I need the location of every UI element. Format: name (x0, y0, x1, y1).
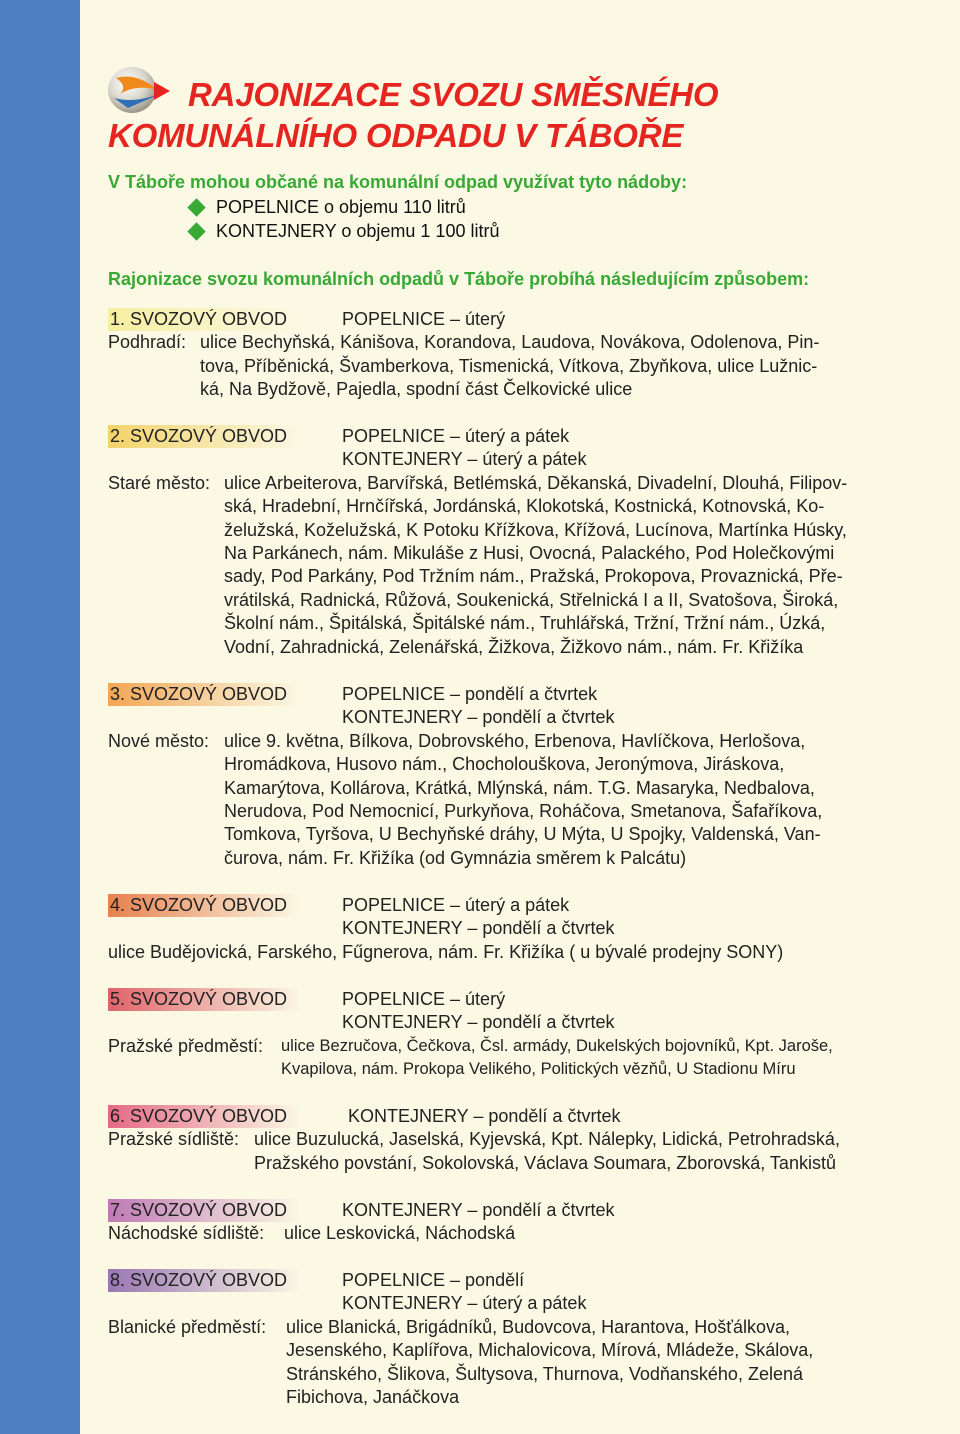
street-line: Pražského povstání, Sokolovská, Václava Soumara, Zborovská, Tankistů (254, 1152, 836, 1173)
title-line-1: RAJONIZACE SVOZU SMĚSNÉHO (188, 76, 719, 113)
area-name: Náchodské sídliště: (108, 1223, 265, 1244)
schedule-line: KONTEJNERY – pondělí a čtvrtek (342, 1200, 615, 1220)
street-line: Kamarýtova, Kollárova, Krátká, Mlýnská, nám. T.G. Masaryka, Nedbalova, (224, 777, 815, 798)
bin-label: POPELNICE o objemu 110 litrů (216, 197, 466, 217)
area-name: Nové město: (108, 730, 210, 751)
schedule-line: KONTEJNERY – pondělí a čtvrtek (342, 707, 615, 728)
street-line: Hromádkova, Husovo nám., Chocholouškova, Jeronýmova, Jiráskova, (224, 754, 785, 775)
street-line: vrátilská, Radnická, Růžová, Soukenická, Střelnická I a II, Svatošova, Široká, (224, 589, 839, 610)
district-2 (108, 425, 888, 659)
bin-label: KONTEJNERY o objemu 1 100 litrů (216, 221, 500, 241)
street-line: ulice Buzulucká, Jaselská, Kyjevská, Kpt. Nálepky, Lidická, Petrohradská, (254, 1129, 840, 1150)
street-line: Na Parkánech, nám. Mikuláše z Husi, Ovocná, Palackého, Pod Holečkovými (224, 543, 835, 564)
district-5 (108, 988, 888, 1082)
district-4 (108, 894, 888, 964)
district-3 (108, 683, 888, 870)
street-line: ulice Budějovická, Farského, Fűgnerova, nám. Fr. Křižíka ( u bývalé prodejny SONY) (108, 941, 784, 962)
street-list (108, 941, 888, 964)
street-list (108, 472, 888, 659)
street-line: ulice Blanická, Brigádníků, Budovcova, Harantova, Hošťálkova, (286, 1316, 791, 1337)
street-line: Kvapilova, nám. Prokopa Velikého, Politických vězňů, U Stadionu Míru (281, 1060, 796, 1079)
schedule-line: POPELNICE – úterý a pátek (342, 895, 570, 915)
street-list (108, 1316, 888, 1410)
district-label: 2. SVOZOVÝ OBVOD (108, 425, 300, 448)
district-label: 4. SVOZOVÝ OBVOD (108, 894, 300, 917)
area-name: Staré město: (108, 472, 211, 493)
schedule-line: POPELNICE – pondělí a čtvrtek (342, 684, 598, 704)
street-line: želužská, Koželužská, K Potoku Křížkova, Křížová, Lucínova, Martínka Húsky, (224, 519, 847, 540)
street-line: Tomkova, Tyršova, U Bechyňské dráhy, U Mýta, U Spojky, Valdenská, Van- (224, 824, 821, 845)
area-name: Pražské předměstí: (108, 1035, 264, 1056)
street-list (108, 1222, 888, 1245)
street-line: tova, Příběnická, Švamberkova, Tismenická, Vítkova, Zbyňkova, ulice Lužnic- (200, 355, 818, 376)
district-1 (108, 308, 888, 402)
district-label: 3. SVOZOVÝ OBVOD (108, 683, 300, 706)
schedule-line: KONTEJNERY – úterý a pátek (342, 1293, 587, 1314)
street-line: sady, Pod Parkány, Pod Tržním nám., Pražská, Prokopova, Provaznická, Pře- (224, 566, 843, 587)
street-line: ká, Na Bydžově, Pajedla, spodní část Čelkovické ulice (200, 379, 633, 400)
schedule-line: KONTEJNERY – úterý a pátek (342, 449, 587, 470)
district-label: 8. SVOZOVÝ OBVOD (108, 1269, 300, 1292)
district-label: 7. SVOZOVÝ OBVOD (108, 1199, 300, 1222)
street-list (108, 730, 888, 870)
street-list (108, 1128, 888, 1175)
district-6 (108, 1105, 888, 1175)
district-8 (108, 1269, 888, 1409)
street-line: ulice 9. května, Bílkova, Dobrovského, Erbenova, Havlíčkova, Herlošova, (224, 730, 806, 751)
area-name: Pražské sídliště: (108, 1129, 240, 1150)
intro-text: V Táboře mohou občané na komunální odpad využívat tyto nádoby: (108, 172, 688, 192)
schedule-line: POPELNICE – úterý a pátek (342, 426, 570, 446)
page-title (108, 74, 718, 156)
schedule-line: KONTEJNERY – pondělí a čtvrtek (342, 918, 615, 939)
street-line: Nerudova, Pod Nemocnicí, Purkyňova, Roháčova, Smetanova, Šafaříkova, (224, 801, 823, 822)
method-text: Rajonizace svozu komunálních odpadů v Táboře probíhá následujícím způsobem: (108, 269, 810, 289)
street-line: ulice Arbeiterova, Barvířská, Betlémská, Děkanská, Divadelní, Dlouhá, Filipov- (224, 472, 848, 493)
street-line: ulice Leskovická, Náchodská (284, 1223, 516, 1244)
street-line: Školní nám., Špitálská, Špitálské nám., Truhlářská, Tržní, Tržní nám., Úzká, (224, 613, 826, 634)
street-line: ská, Hradební, Hrnčířská, Jordánská, Klokotská, Kostnická, Kotnovská, Ko- (224, 496, 825, 517)
district-label: 1. SVOZOVÝ OBVOD (108, 308, 300, 331)
left-color-bar (0, 0, 80, 1434)
street-list (108, 331, 888, 401)
district-label: 5. SVOZOVÝ OBVOD (108, 988, 300, 1011)
street-line: čurova, nám. Fr. Křižíka (od Gymnázia směrem k Palcátu) (224, 847, 687, 868)
street-line: Vodní, Zahradnická, Zelenářská, Žižkova, Žižkovo nám., nám. Fr. Křižíka (224, 636, 804, 657)
street-line: ulice Bechyňská, Kánišova, Korandova, Laudova, Novákova, Odolenova, Pin- (200, 332, 820, 353)
street-line: Fibichova, Janáčkova (286, 1387, 460, 1408)
street-line: Stránského, Šlikova, Šultysova, Thurnova, Vodňanského, Zelená (286, 1363, 803, 1384)
area-name: Blanické předměstí: (108, 1316, 267, 1337)
street-list (108, 1035, 888, 1082)
district-7 (108, 1199, 888, 1246)
schedule-line: KONTEJNERY – pondělí a čtvrtek (342, 1012, 615, 1033)
schedule-line: POPELNICE – úterý (342, 309, 506, 329)
district-label: 6. SVOZOVÝ OBVOD (108, 1105, 300, 1128)
street-line: Jesenského, Kaplířova, Michalovicova, Mírová, Mládeže, Skálova, (286, 1340, 814, 1361)
schedule-line: KONTEJNERY – pondělí a čtvrtek (348, 1106, 621, 1126)
schedule-line: POPELNICE – pondělí (342, 1270, 525, 1290)
street-line: ulice Bezručova, Čečkova, Čsl. armády, Dukelských bojovníků, Kpt. Jaroše, (281, 1036, 833, 1055)
title-line-2: KOMUNÁLNÍHO ODPADU V TÁBOŘE (108, 117, 684, 154)
schedule-line: POPELNICE – úterý (342, 989, 506, 1009)
area-name: Podhradí: (108, 332, 187, 353)
